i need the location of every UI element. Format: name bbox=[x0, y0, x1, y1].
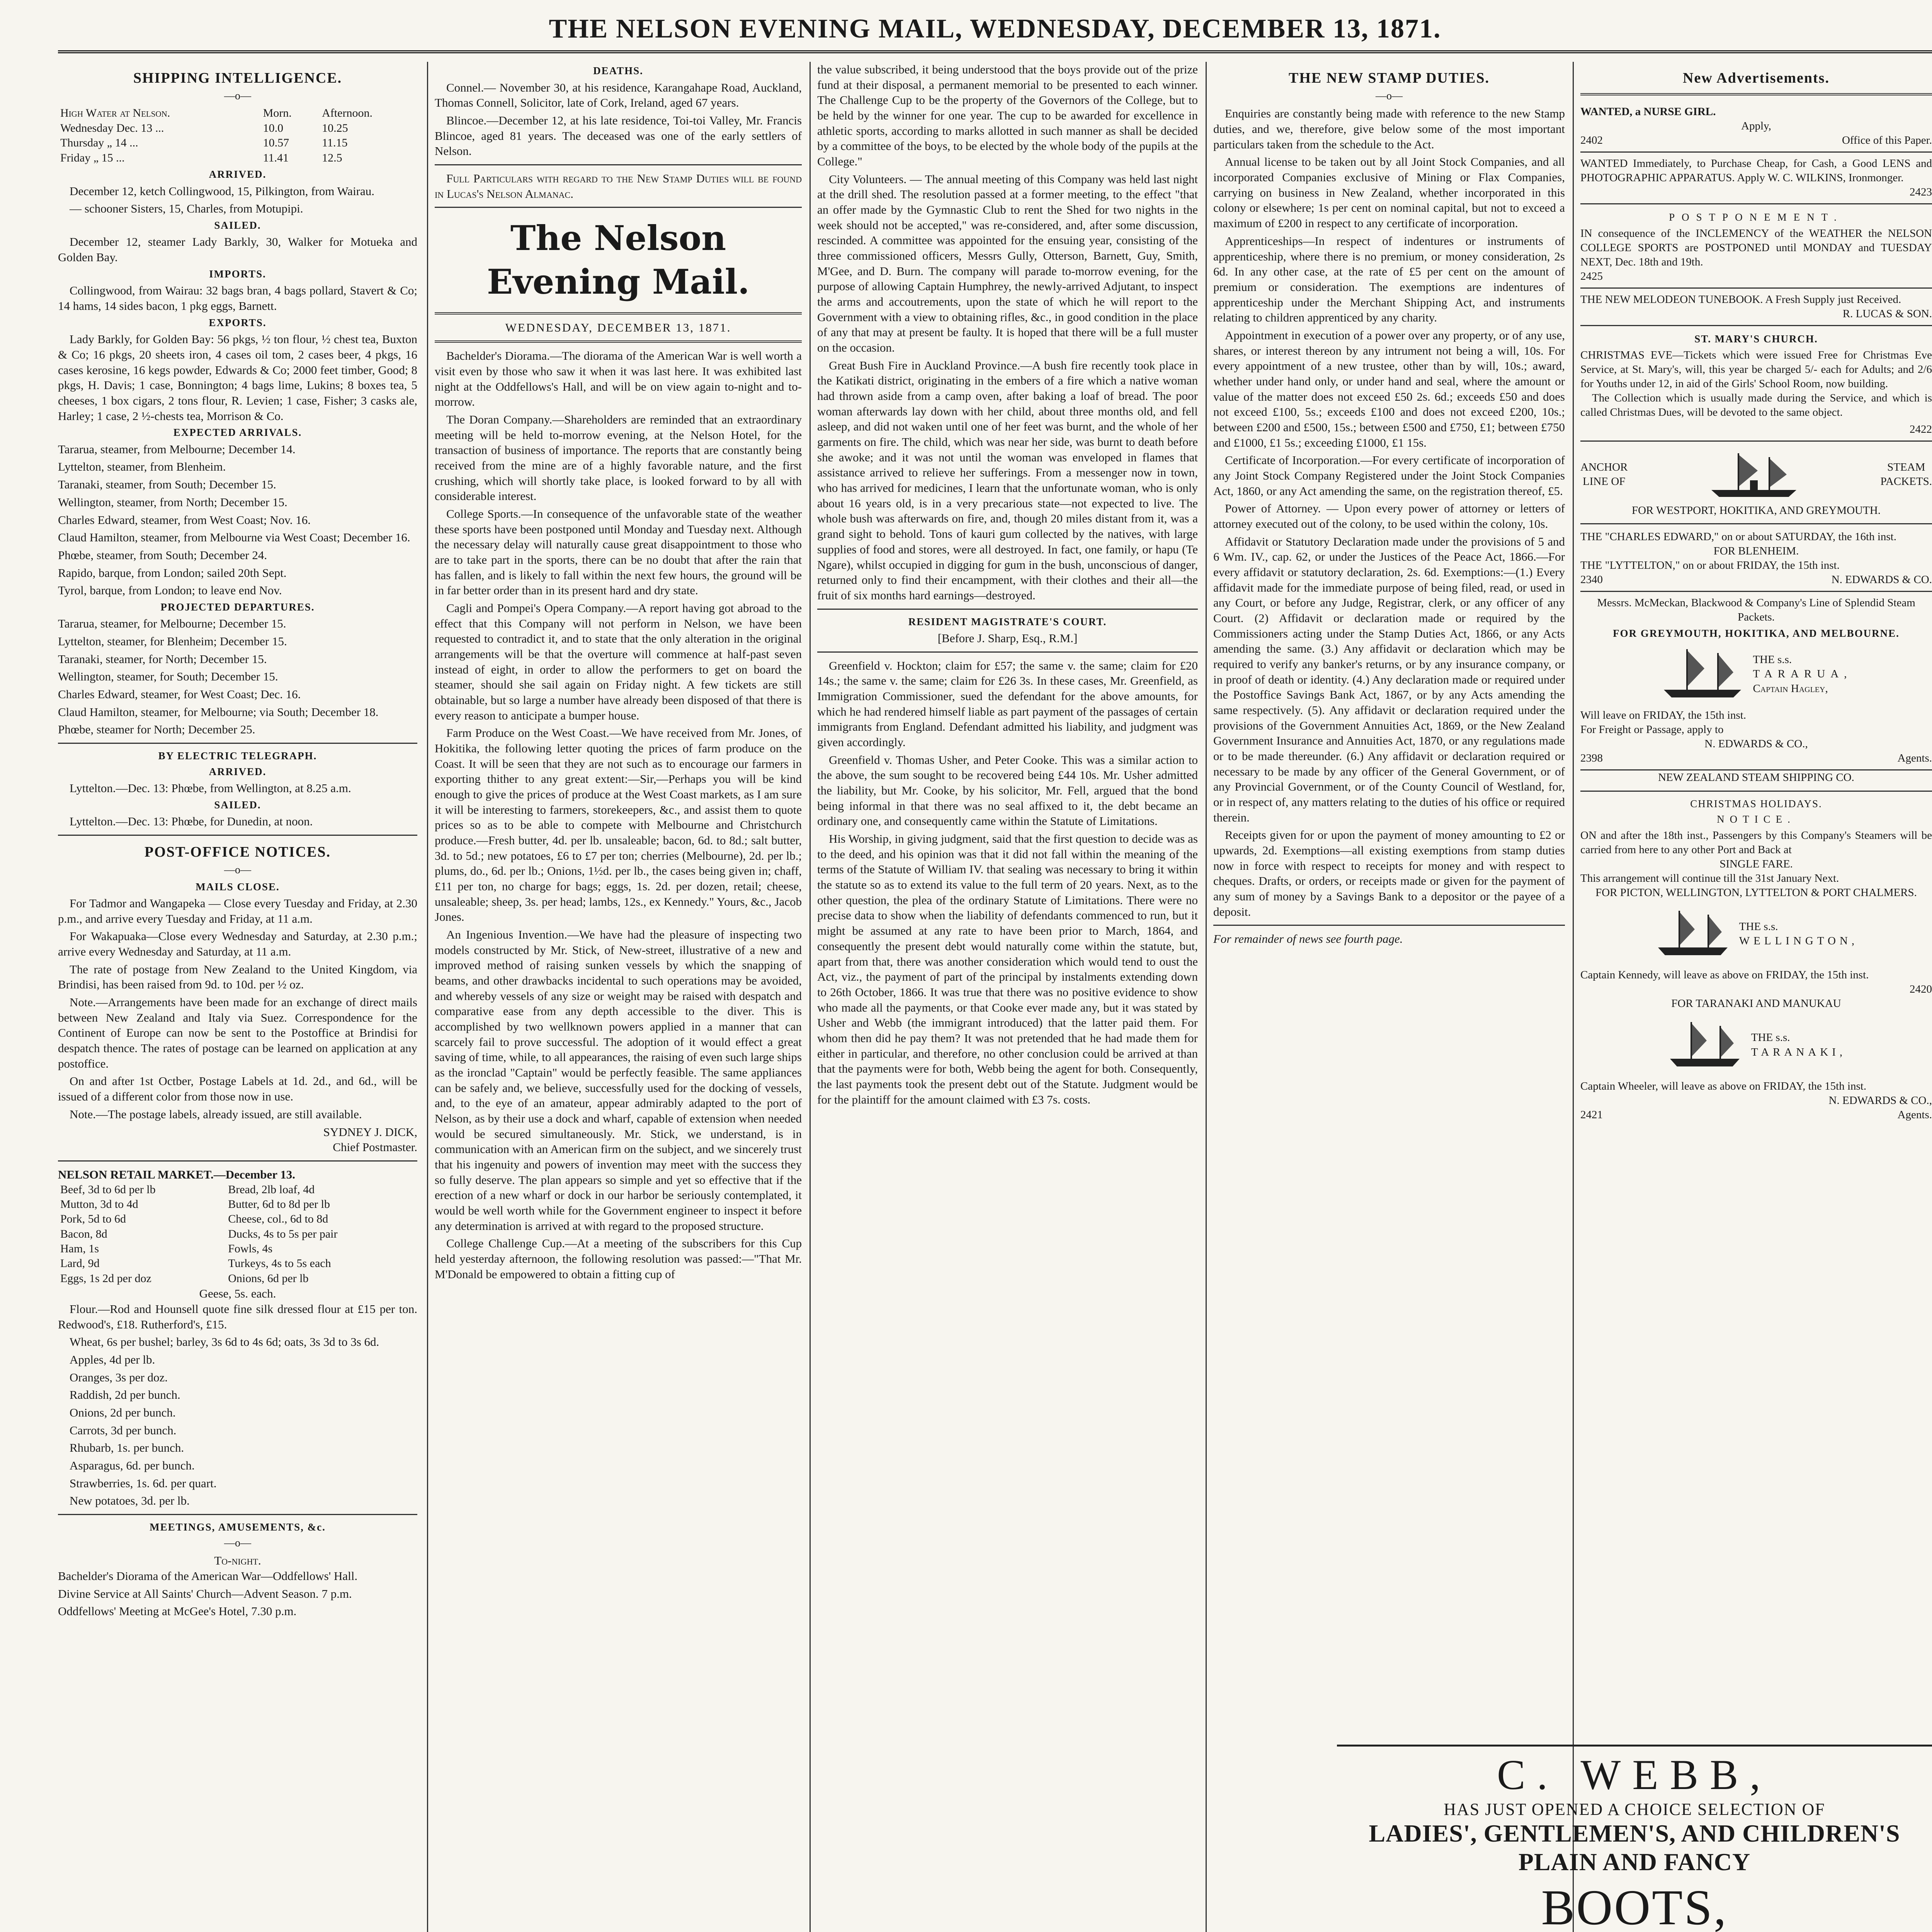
ad-mcmeckan bbox=[1580, 592, 1932, 770]
column-5 bbox=[1580, 62, 1932, 1735]
court-paragraph: Greenfield v. Hockton; claim for £57; the same v. the same; claim for £20 14s.; the same v. the same; claim for £26 3s. In these cases, Mr. Greenfield, as Immigration Commissioner, sued the defendant for the above amounts, for which he had rendered himself liable as part payment of the passages of certain immigrants from England. Defendant admitted his liability, and judgment was given accordingly. bbox=[817, 658, 1198, 749]
market-row bbox=[58, 1242, 417, 1256]
shipping-heading: SHIPPING INTELLIGENCE. bbox=[133, 70, 342, 86]
market-cell: Bread, 2lb loaf, 4d bbox=[228, 1183, 315, 1196]
telegraph-heading: BY ELECTRIC TELEGRAPH. bbox=[158, 750, 317, 762]
market-cell: Bacon, 8d bbox=[60, 1227, 107, 1240]
ad-heading: FOR TARANAKI AND MANUKAU bbox=[1671, 997, 1841, 1010]
ad-line: THE NEW MELODEON TUNEBOOK. A Fresh Supply just Received. bbox=[1580, 293, 1901, 306]
tide-header bbox=[58, 106, 417, 121]
tide-cell: 12.5 bbox=[322, 151, 342, 164]
ad-line: CHRISTMAS EVE—Tickets which were issued Free for Christmas Eve Service, at St. Mary's, will, this year be charged 5/- each for Adults; and 2/6 for Youths under 12, in aid of the Girls' School Room, now building. bbox=[1580, 349, 1932, 390]
ad-footer bbox=[1580, 1108, 1932, 1122]
expected-item: Charles Edward, steamer, from West Coast; Nov. 16. bbox=[58, 513, 311, 527]
article-paragraph: Annual license to be taken out by all Joint Stock Companies, and all incorporated Companies exclusive of Mining or Flax Companies, carrying on business in New Zealand, whether incorporated in this colony or elsewhere; 1s per cent on nominal capital, but not to exceed a maximum of £200 in respect to any certificate of incorporation. bbox=[1213, 155, 1565, 230]
arrived-item: December 12, ketch Collingwood, 15, Pilkington, from Wairau. bbox=[70, 184, 375, 198]
tel-arrived-item: Lyttelton.—Dec. 13: Phœbe, from Wellington, at 8.25 a.m. bbox=[70, 781, 351, 795]
tide-cell: 10.57 bbox=[263, 136, 289, 150]
tel-arrived-heading: ARRIVED. bbox=[209, 765, 267, 777]
article-paragraph: Power of Attorney. — Upon every power of attorney or letters of attorney executed out of the colony, to be used within the colony, 10s. bbox=[1213, 502, 1565, 531]
expected-item: Tararua, steamer, from Melbourne; December 14. bbox=[58, 442, 296, 456]
tararua-text bbox=[1753, 653, 1852, 696]
projected-heading: PROJECTED DEPARTURES. bbox=[160, 601, 315, 613]
divider bbox=[1580, 93, 1932, 95]
ad-line: THE s.s. bbox=[1751, 1031, 1790, 1044]
market-cell: Eggs, 1s 2d per doz bbox=[60, 1272, 151, 1285]
mails-item: Note.—The postage labels, already issued, are still available. bbox=[70, 1107, 362, 1121]
mails-item: The rate of postage from New Zealand to the United Kingdom, via Brindisi, has been raised from 9d. to 10d. per ½ oz. bbox=[58, 962, 417, 992]
ad-line: PACKETS. bbox=[1880, 475, 1932, 488]
ad-line: This arrangement will continue till the 31st January Next. bbox=[1580, 872, 1839, 884]
anchor-right bbox=[1880, 460, 1932, 489]
anchor-banner bbox=[1580, 446, 1932, 503]
divider bbox=[435, 312, 802, 315]
mails-item: Note.—Arrangements have been made for an exchange of direct mails between New Zealand and Italy via Suez. Correspondence for the Continent of Europe can now be sent to the Postoffice at Brindisi for despatch thence. The rates of postage can be learned on application at any postoffice. bbox=[58, 995, 417, 1070]
expected-item: Lyttelton, steamer, from Blenheim. bbox=[58, 460, 226, 474]
column-3 bbox=[817, 62, 1198, 1932]
article-paragraph: College Sports.—In consequence of the unfavorable state of the weather these sports have been postponed until Monday and Tuesday next. Although the necessary delay will naturally cause great disappointment to those who are to take part in the sports, there can be no doubt that after the rain that has fallen, and is likely to fall within the next few hours, the ground will be in far better order than in its present hard and dry state. bbox=[435, 507, 802, 597]
ad-heading: FOR PICTON, WELLINGTON, LYTTELTON & PORT CHALMERS. bbox=[1595, 886, 1917, 899]
webb-boots: BOOTS, bbox=[1541, 1880, 1728, 1932]
ad-line: Messrs. McMeckan, Blackwood & Company's Line of Splendid Steam Packets. bbox=[1597, 597, 1915, 624]
tide-table bbox=[58, 106, 417, 165]
ad-number: 2423 bbox=[1910, 186, 1932, 199]
column-rule bbox=[810, 62, 811, 1932]
ad-line: SINGLE FARE. bbox=[1719, 857, 1793, 870]
ad-line: THE "CHARLES EDWARD," on or about SATURDAY, the 16th inst. bbox=[1580, 530, 1896, 543]
ad-line: Captain Hagley, bbox=[1753, 682, 1828, 695]
post-office-heading: POST-OFFICE NOTICES. bbox=[144, 844, 331, 861]
ad-number: 2398 bbox=[1580, 752, 1603, 765]
new-ads-heading: New Advertisements. bbox=[1683, 70, 1830, 86]
market-row bbox=[58, 1197, 417, 1212]
exports-heading: EXPORTS. bbox=[209, 316, 267, 328]
market-heading: NELSON RETAIL MARKET.—December 13. bbox=[58, 1167, 295, 1181]
market-line: Rhubarb, 1s. per bunch. bbox=[70, 1441, 184, 1455]
stamp-note: Full Particulars with regard to the New Stamp Duties will be found in Lucas's Nelson Almanac. bbox=[435, 171, 802, 201]
article-paragraph: Receipts given for or upon the payment of money amounting to £2 or upwards, 2d. Exemptions—all existing exemptions from stamp duties now in force with respect to receipts for money and with respect to cheques. Drafts, or orders, or receipts made or given for the payment of any sum of money by a Savings Bank to a depositor or the payee of a deposit. bbox=[1213, 828, 1565, 918]
market-cell: Onions, 6d per lb bbox=[228, 1272, 309, 1285]
market-line: Geese, 5s. each. bbox=[199, 1287, 276, 1301]
ad-line: Agents. bbox=[1897, 752, 1932, 765]
wellington-text bbox=[1739, 920, 1858, 948]
tide-row bbox=[58, 136, 417, 150]
market-cell: Cheese, col., 6d to 8d bbox=[228, 1213, 328, 1226]
column-rule bbox=[1573, 62, 1574, 1932]
divider bbox=[435, 207, 802, 208]
market-cell: Mutton, 3d to 4d bbox=[60, 1197, 138, 1211]
mails-item: On and after 1st Octber, Postage Labels at 1d. 2d., and 6d., will be issued of a different color from those now in use. bbox=[58, 1074, 417, 1104]
meetings-heading: MEETINGS, AMUSEMENTS, &c. bbox=[150, 1521, 326, 1533]
footer-note: For remainder of news see fourth page. bbox=[1213, 932, 1403, 946]
ad-line: Agents. bbox=[1897, 1108, 1932, 1121]
divider bbox=[1337, 1745, 1932, 1747]
ad-line: THE s.s. bbox=[1753, 653, 1792, 666]
tararua-block bbox=[1580, 643, 1932, 705]
ad-heading: FOR GREYMOUTH, HOKITIKA, AND MELBOURNE. bbox=[1613, 628, 1900, 639]
market-row bbox=[58, 1227, 417, 1242]
ornament: —o— bbox=[224, 864, 251, 876]
divider bbox=[817, 609, 1198, 610]
market-cell: Butter, 6d to 8d per lb bbox=[228, 1197, 330, 1211]
market-row bbox=[58, 1271, 417, 1286]
article-paragraph: Apprenticeships—In respect of indentures or instruments of apprenticeship, where there is no premium, or money consideration, 2s 6d. In any other case, at the rate of £5 per cent on the amount of premium or consideration. The exemptions are indentures of apprenticeship under the Merchant Shipping Act, and instruments relating to children apprenticed by any charity. bbox=[1213, 234, 1565, 325]
column-rule bbox=[1206, 62, 1207, 1932]
divider bbox=[435, 164, 802, 165]
ad-line: For Freight or Passage, apply to bbox=[1580, 723, 1724, 736]
court-heading: RESIDENT MAGISTRATE'S COURT. bbox=[908, 616, 1107, 628]
expected-item: Rapido, barque, from London; sailed 20th Sept. bbox=[58, 566, 287, 580]
expected-heading: EXPECTED ARRIVALS. bbox=[173, 427, 302, 439]
article-paragraph: Great Bush Fire in Auckland Province.—A bush fire recently took place in the Katikati district, originating in the embers of a fire which a native woman had thrown aside from a camp oven, after baking a loaf of bread. The poor woman afterwards lay down with her child, about three months old, and fell asleep, and did not waken until one of her feet was burnt, and the whole of her garments on fire. The child, which was near her side, was burnt to death before she awoke; and it was not until the woman was enveloped in flames that assistance arrived to relieve her sufferings. From a messenger now in town, who has arrived for medicines, I learn that the unfortunate woman, who is only about 16 years old, is in a very precarious state—not expected to live. The whole bush was afterwards on fire, and, though 20 miles distant from it, was a grand sight to behold. Tons of kauri gum collected by the natives, with large supplies of food and stores, were all destroyed. In fact, one family, or hapu (Te Ngare), whilst occupied in digging for gum in the bush, unconscious of danger, returned only to find their encampment, with their clothes and their all—the fruit of six months hard earnings—destroyed. bbox=[817, 358, 1198, 602]
taranaki-text bbox=[1751, 1031, 1846, 1059]
market-line: Onions, 2d per bunch. bbox=[70, 1405, 176, 1419]
projected-item: Wellington, steamer, for South; December 15. bbox=[58, 670, 278, 684]
divider bbox=[58, 835, 417, 836]
ad-line: TARANAKI, bbox=[1751, 1046, 1847, 1058]
ad-line: TARARUA, bbox=[1753, 668, 1852, 680]
tide-cell: Thursday „ 14 ... bbox=[60, 136, 138, 150]
ship-icon bbox=[1660, 645, 1745, 703]
taranaki-block bbox=[1580, 1014, 1932, 1076]
ship-icon bbox=[1704, 447, 1804, 502]
imports-item: Collingwood, from Wairau: 32 bags bran, 4 bags pollard, Stavert & Co; 14 hams, 14 sides bacon, 1 pkg eggs, Barnett. bbox=[58, 284, 417, 313]
webb-name: C. WEBB, bbox=[1497, 1751, 1772, 1798]
ornament: —o— bbox=[224, 90, 251, 102]
tide-cell: 10.0 bbox=[263, 121, 284, 134]
sailed-item: December 12, steamer Lady Barkly, 30, Walker for Motueka and Golden Bay. bbox=[58, 235, 417, 264]
webb-line: HAS JUST OPENED A CHOICE SELECTION OF bbox=[1444, 1800, 1825, 1819]
tide-header-cell: Afternoon. bbox=[322, 107, 372, 120]
ad-line: R. LUCAS & SON. bbox=[1842, 308, 1932, 320]
wellington-block bbox=[1580, 903, 1932, 965]
column-4 bbox=[1213, 62, 1565, 1735]
ad-heading: NOTICE. bbox=[1717, 813, 1796, 825]
masthead: THE NELSON EVENING MAIL, WEDNESDAY, DECEMBER 13, 1871. bbox=[549, 14, 1441, 44]
projected-item: Phœbe, steamer for North; December 25. bbox=[58, 723, 255, 736]
ad-line: Captain Wheeler, will leave as above on FRIDAY, the 15th inst. bbox=[1580, 1080, 1867, 1092]
ad-number: 2421 bbox=[1580, 1108, 1603, 1121]
death-notice: Connel.— November 30, at his residence, Karangahape Road, Auckland, Thomas Connell, Solicitor, late of Cork, Ireland, aged 67 years. bbox=[435, 80, 802, 110]
ad-melodeon bbox=[1580, 289, 1932, 326]
exports-item: Lady Barkly, for Golden Bay: 56 pkgs, ½ ton flour, ½ chest tea, Buxton & Co; 16 pkgs, 20 sheets iron, 4 cases oil tom, 2 cases beer, 4 pkgs, 16 cases kerosine, 16 kegs powder, Edwards & Co; 2000 feet timber, Good; 8 pkgs, H. Davis; 1 case, Bonnington; 4 bags lime, Lukins; 8 boxes tea, 5 cheeses, 1 box cigars, 2 tons flour, R. Levien; 1 case, Fisher; 3 casks ale, Harley; 1 case, 2 ½-chests tea, Morrison & Co. bbox=[58, 332, 417, 423]
arrived-item: — schooner Sisters, 15, Charles, from Motupipi. bbox=[70, 202, 303, 216]
ad-number: 2340 bbox=[1580, 573, 1603, 586]
tide-row bbox=[58, 121, 417, 136]
market-cell: Pork, 5d to 6d bbox=[60, 1213, 126, 1226]
webb-advertisement bbox=[1337, 1745, 1932, 1932]
divider bbox=[435, 340, 802, 343]
issue-date: WEDNESDAY, DECEMBER 13, 1871. bbox=[505, 320, 731, 334]
paper-title: The Nelson Evening Mail. bbox=[487, 218, 750, 302]
market-table bbox=[58, 1182, 417, 1286]
ad-line: Office of this Paper. bbox=[1842, 134, 1932, 146]
expected-item: Taranaki, steamer, from South; December 15. bbox=[58, 478, 276, 492]
ad-line: N. EDWARDS & CO. bbox=[1831, 573, 1932, 586]
market-line: Carrots, 3d per bunch. bbox=[70, 1423, 177, 1437]
ad-heading: FOR BLENHEIM. bbox=[1713, 544, 1799, 557]
article-paragraph: Enquiries are constantly being made with reference to the new Stamp duties, and we, therefore, give below some of the most important particulars taken from the schedule to the Act. bbox=[1213, 107, 1565, 151]
projected-item: Claud Hamilton, steamer, for Melbourne; via South; December 18. bbox=[58, 705, 379, 719]
divider bbox=[817, 651, 1198, 653]
ad-footer bbox=[1580, 133, 1932, 148]
article-paragraph: Cagli and Pompei's Opera Company.—A report having got abroad to the effect that this Company will not perform in Nelson, we have been requested to contradict it, and to state that the only alteration in the original arrangements will be that the overture will commence at half-past seven instead of eight, in order to allow the performers to get on board the steamer, should she sail again on Friday night. A few tickets are still obtainable, but so large a number have already been disposed of that there is every reason to anticipate a bumper house. bbox=[435, 601, 802, 722]
ad-number: 2425 bbox=[1580, 270, 1603, 283]
market-cell: Fowls, 4s bbox=[228, 1242, 273, 1255]
tide-header-cell: Morn. bbox=[263, 107, 292, 120]
anchor-left bbox=[1580, 460, 1628, 489]
ad-line: Apply, bbox=[1741, 119, 1771, 132]
market-line: Apples, 4d per lb. bbox=[70, 1352, 155, 1366]
projected-item: Lyttelton, steamer, for Blenheim; December 15. bbox=[58, 634, 287, 648]
column-rule bbox=[427, 62, 428, 1932]
ad-line: WANTED Immediately, to Purchase Cheap, for Cash, a Good LENS and PHOTOGRAPHIC APPARATUS. Apply W. C. WILKINS, Ironmonger. bbox=[1580, 157, 1932, 184]
ad-line: IN consequence of the INCLEMENCY of the WEATHER the NELSON COLLEGE SPORTS are POSTPONED until MONDAY and TUESDAY NEXT, Dec. 18th and 19th. bbox=[1580, 227, 1932, 269]
article-paragraph: Farm Produce on the West Coast.—We have received from Mr. Jones, of Hokitika, the following letter quoting the prices of farm produce on the Coast. It will be seen that they are not such as to encourage our farmers in exporting thither to any great extent:—Sir,—Perhaps you will be kind enough to give the prices of produce at the West Coast markets, as I am sure it will be interesting to farmers, storekeepers, &c., and assist them to quote prices so as to be able to compete with Melbourne and Christchurch produce.—Fresh butter, 4d. per lb. unsaleable; bacon, 6d. to 8d.; salt butter, 3d. to 5d.; new potatoes, £6 to £7 per ton; cherries (Melbourne), 2d. per lb.; plums, do., 6d. per lb.; Onions, 1½d. per lb., the cases being given in; chaff, £11 per ton, no charge for bags; eggs, 1s. 2d. per dozen, retail; cheese, unsaleable; sheep, 3s. per head; lambs, 12s., ex Kennedy." Yours, &c., Jacob Jones. bbox=[435, 726, 802, 924]
ship-icon bbox=[1666, 1018, 1743, 1072]
projected-item: Charles Edward, steamer, for West Coast; Dec. 16. bbox=[58, 687, 301, 701]
article-paragraph: An Ingenious Invention.—We have had the pleasure of inspecting two models constructed by Mr. Stick, of New-street, illustrative of a new and improved method of raising sunken vessels by which the snapping of beams, and other drawbacks incidental to such operations may be avoided, and whereby vessels of any size or weight may be raised with despatch and comparative ease from any depth accessible to the diver. This is accomplished by two wellknown powers applied in a manner that can scarcely fail to prove successful. The adoption of it would effect a great saving of time, while, to all appearances, the raising of even such large ships as the ironclad "Captain" would be perfectly feasible. The same appliances can be safely and, we believe, successfully used for the docking of vessels, and, to the eye of an amateur, appear admirably adapted to the port of Nelson, as by their use a dock and wharf, capable of extension when needed would be secured simultaneously. Mr. Stick, we understand, is in communication with an American firm on the subject, and we sincerely trust that his ingenuity and powers of invention may meet with the success they so fully deserve. The plan appears so simple and yet so effective that if the erection of a new wharf or dock in our harbor be seriously contemplated, it would be well worth while for the Government engineer to inspect it before any determination is arrived at with regard to the proposed structure. bbox=[435, 928, 802, 1233]
ad-line: STEAM bbox=[1887, 461, 1925, 473]
market-line: Oranges, 3s per doz. bbox=[70, 1370, 168, 1384]
market-line: Strawberries, 1s. 6d. per quart. bbox=[70, 1476, 217, 1490]
ad-footer bbox=[1580, 751, 1932, 765]
article-paragraph: Affidavit or Statutory Declaration made under the provisions of 5 and 6 Wm. IV., cap. 62, or under the Justices of the Peace Act, 1866.—For every affidavit or statutory declaration, 2s. 6d. Exemptions:—(1.) Every affidavit made for the immediate purpose of being filed, read, or used in any Court, or before any Judge, Registrar, clerk, or any officer of any Court. (2) Affidavit or declaration made or required by the Commissioners acting under the Stamp Duties Act, 1866, or any Acts amending the same. (3.) Any affidavit or declaration which may be required to verify any banker's returns, or by any insurance company, or in proof of death or identity. (4.) Any declaration made or required under the Postoffice Savings Bank Act, 1867, or by any Acts amending the same respectively. (5). Any affidavit or declaration required under the provisions of the Government Annuities Act, 1869, or the New Zealand Government Insurance and Annuities Act, 1870, or any regulations made or to be made thereunder. (6.) Any affidavit or declaration required or necessary to be made by any officer of the General Government, or of any Provincial Government, or of the County Council of Westland, for, or in respect of, any matters relating to the duties of his office or required therein. bbox=[1213, 534, 1565, 824]
market-line: Asparagus, 6d. per bunch. bbox=[70, 1458, 195, 1472]
divider bbox=[58, 743, 417, 744]
market-cell: Ducks, 4s to 5s per pair bbox=[228, 1227, 338, 1240]
sailed-heading: SAILED. bbox=[214, 219, 261, 231]
ad-line: THE s.s. bbox=[1739, 920, 1778, 933]
market-line: Wheat, 6s per bushel; barley, 3s 6d to 4s 6d; oats, 3s 3d to 3s 6d. bbox=[70, 1335, 379, 1349]
divider bbox=[1580, 523, 1932, 524]
postmaster-title: Chief Postmaster. bbox=[333, 1140, 417, 1154]
ad-line: ANCHOR bbox=[1580, 461, 1628, 473]
ad-line: WANTED, a NURSE GIRL. bbox=[1580, 105, 1716, 118]
ad-number: 2402 bbox=[1580, 134, 1603, 146]
market-cell: Turkeys, 4s to 5s each bbox=[228, 1257, 331, 1270]
divider bbox=[1580, 791, 1932, 792]
column-1 bbox=[58, 62, 417, 1932]
tel-sailed-item: Lyttelton.—Dec. 13: Phœbe, for Dunedin, at noon. bbox=[70, 815, 313, 828]
projected-item: Tararua, steamer, for Melbourne; December 15. bbox=[58, 617, 286, 631]
ad-line: Captain Kennedy, will leave as above on FRIDAY, the 15th inst. bbox=[1580, 969, 1869, 981]
court-subheading: [Before J. Sharp, Esq., R.M.] bbox=[937, 631, 1078, 645]
column-2 bbox=[435, 62, 802, 1932]
tide-cell: Wednesday Dec. 13 ... bbox=[60, 121, 164, 134]
market-cell: Beef, 3d to 6d per lb bbox=[60, 1183, 156, 1196]
tide-cell: 11.15 bbox=[322, 136, 348, 150]
article-paragraph: the value subscribed, it being understood that the boys provide out of the prize fund at their disposal, a permanent memorial to be presented to each winner. The Challenge Cup to be the property of the Governors of the College, but to be held by the winner for one year. The cup to be awarded for excellence in athletic sports, according to marks allotted in such manner as shall be decided by a committee of the boys, to be elected by the whole body of the pupils at the College." bbox=[817, 63, 1198, 168]
ad-line: WELLINGTON, bbox=[1739, 935, 1859, 947]
ad-anchor-line bbox=[1580, 442, 1932, 592]
market-row bbox=[58, 1256, 417, 1271]
ad-heading: FOR WESTPORT, HOKITIKA, AND GREYMOUTH. bbox=[1631, 504, 1881, 517]
ad-line: ON and after the 18th inst., Passengers by this Company's Steamers will be carried from here to any other Port and Back at bbox=[1580, 829, 1932, 856]
ornament: —o— bbox=[1376, 90, 1403, 102]
ad-wanted bbox=[1580, 153, 1932, 204]
market-line: Raddish, 2d per bunch. bbox=[70, 1388, 180, 1402]
meeting-item: Bachelder's Diorama of the American War—Oddfellows' Hall. bbox=[58, 1569, 358, 1583]
market-row bbox=[58, 1212, 417, 1226]
postmaster-name: SYDNEY J. DICK, bbox=[323, 1125, 417, 1139]
market-line: Flour.—Rod and Hounsell quote fine silk dressed flour at £15 per ton. Redwood's, £18. Rutherford's, £15. bbox=[58, 1302, 417, 1331]
ad-postponement bbox=[1580, 204, 1932, 289]
divider bbox=[1213, 925, 1565, 926]
ad-line: N. EDWARDS & CO., bbox=[1828, 1094, 1932, 1107]
article-paragraph: Appointment in execution of a power over any property, or of any use, shares, or interest thereon by any intrument not being a will, 10s. For every appointment of a new trustee, other than by will, 10s.; award, whether under hand only, or under hand and seal, where the amount or value of the matter does not exceed £50 2s. 6d.; exceeds £50 and does not exceed £100, 5s.; exceeds £100 and does not exceed £200, 10s.; between £200 and £500, 15s.; between £500 and £750, £1; between £750 and £1000, £1 5s.; exceeding £1000, £1 15s. bbox=[1213, 328, 1565, 449]
masthead-rule bbox=[58, 50, 1932, 53]
ad-heading: CHRISTMAS HOLIDAYS. bbox=[1690, 798, 1822, 810]
ad-nzs bbox=[1580, 770, 1932, 1122]
tide-row bbox=[58, 151, 417, 165]
ad-heading: NEW ZEALAND STEAM SHIPPING CO. bbox=[1658, 771, 1854, 784]
market-cell: Lard, 9d bbox=[60, 1257, 100, 1270]
ad-line: The Collection which is usually made during the Service, and which is called Christmas Dues, will be devoted to the same object. bbox=[1580, 392, 1932, 419]
market-line: New potatoes, 3d. per lb. bbox=[70, 1494, 190, 1508]
ornament: —o— bbox=[224, 1537, 251, 1549]
tel-sailed-heading: SAILED. bbox=[214, 799, 261, 811]
ad-line: N. EDWARDS & CO., bbox=[1704, 738, 1808, 750]
ad-line: Will leave on FRIDAY, the 15th inst. bbox=[1580, 709, 1746, 721]
article-paragraph: College Challenge Cup.—At a meeting of the subscribers for this Cup held yesterday afternoon, the following resolution was passed:—"That Mr. M'Donald be empowered to obtain a fitting cup of bbox=[435, 1236, 802, 1281]
article-paragraph: The Doran Company.—Shareholders are reminded that an extraordinary meeting will be held to-morrow evening, at the Nelson Hotel, for the transaction of business of importance. The reports that are constantly being received from the mine are of a highly favorable nature, and the first crushing, which will shortly take place, is looked forward to by all with considerable interest. bbox=[435, 412, 802, 503]
tonight-heading: To-night. bbox=[214, 1554, 261, 1568]
court-paragraph: His Worship, in giving judgment, said that the first question to decide was as to the deed, and his opinion was that it did not fall within the meaning of the terms of the Statute of William IV. that sealing was necessary to bring it within the statute so as to extend its value to the full term of 20 years. Next, as to the other question, the plea of the ordinary Statute of Limitations. There were no precise data to show when the liability of defendants commenced to run, but it might be assumed at any rate to have been prior to March, 1864, and consequently the present debt would naturally come within the statute, but, apart from that, there was another consideration which would tend to oust the Act, viz., the payment of part of the principal by instalments extending down to 26th October, 1866. It was true that there was no positive evidence to show who made all the payments, or that Cooke ever made any, but it was stated by Usher and Webb (the immigrant introduced) that the latter paid them. For whom then did he pay them? It was not pretended that he had made them for either in particular, and therefore, no other conclusion could be arrived at than that the payments were for both, Webb being the agent for both. Consequently, the last payments took the present debt out of the Statute. Judgment would be for the plaintiff for the amount claimed with £3 7s. costs. bbox=[817, 832, 1198, 1106]
expected-item: Wellington, steamer, from North; December 15. bbox=[58, 495, 287, 509]
meeting-item: Oddfellows' Meeting at McGee's Hotel, 7.30 p.m. bbox=[58, 1604, 297, 1618]
divider bbox=[58, 1514, 417, 1515]
divider bbox=[58, 1160, 417, 1162]
ad-number: 2420 bbox=[1910, 983, 1932, 996]
tide-cell: 11.41 bbox=[263, 151, 289, 164]
imports-heading: IMPORTS. bbox=[209, 268, 266, 280]
ad-line: THE "LYTTELTON," on or about FRIDAY, the 15th inst. bbox=[1580, 559, 1840, 572]
stamp-duties-heading: THE NEW STAMP DUTIES. bbox=[1289, 70, 1490, 86]
article-paragraph: City Volunteers. — The annual meeting of this Company was held last night at the drill shed. The resolution passed at a former meeting, to the effect "that an offer made by the Gymnastic Club to rent the Shed for two nights in the week should not be accepted," was re-considered, and, after some discussion, rescinded. A committee was appointed for the ensuing year, consisting of the three commissioned officers, Messrs Gully, Otterson, Barnett, Guy, Smith, M'Gee, and D. Burn. The company will parade to-morrow evening, for the purpose of allowing Captain Humphrey, the newly-arrived Adjutant, to inspect the arms and accoutrements, upon the state of which he will report to the Government with a view to obtaining rifles, &c., in good condition in the place of any that may at present be faulty. It is hoped that there will be a full muster on the occasion. bbox=[817, 172, 1198, 355]
expected-item: Claud Hamilton, steamer, from Melbourne via West Coast; December 16. bbox=[58, 531, 410, 544]
ad-number: 2422 bbox=[1910, 423, 1932, 435]
mails-heading: MAILS CLOSE. bbox=[196, 881, 280, 893]
tide-cell: 10.25 bbox=[322, 121, 348, 134]
market-row bbox=[58, 1182, 417, 1197]
expected-item: Tyrol, barque, from London; to leave end Nov. bbox=[58, 583, 282, 597]
article-paragraph: Bachelder's Diorama.—The diorama of the American War is well worth a visit even by those who saw it when it was last here. It was exhibited last night at the Oddfellows's Hall, and will be on view again to-night and to-morrow. bbox=[435, 349, 802, 409]
meeting-item: Divine Service at All Saints' Church—Advent Season. 7 p.m. bbox=[58, 1587, 352, 1600]
tide-cell: Friday „ 15 ... bbox=[60, 151, 125, 164]
mails-item: For Wakapuaka—Close every Wednesday and Saturday, at 2.30 p.m.; arrive every Wednesday and Saturday, at 11 a.m. bbox=[58, 929, 417, 959]
expected-item: Phœbe, steamer, from South; December 24. bbox=[58, 548, 267, 562]
webb-line: LADIES', GENTLEMEN'S, AND CHILDREN'S PLAIN AND FANCY bbox=[1369, 1820, 1900, 1876]
article-paragraph: Certificate of Incorporation.—For every certificate of incorporation of any Joint Stock Company Registered under the Joint Stock Companies Act, 1860, or any Act amending the same, on the registration thereof, £5. bbox=[1213, 453, 1565, 498]
ad-line: LINE OF bbox=[1583, 475, 1626, 488]
arrived-heading: ARRIVED. bbox=[209, 168, 267, 180]
ad-heading: ST. MARY'S CHURCH. bbox=[1694, 333, 1818, 345]
ad-footer bbox=[1580, 573, 1932, 587]
ad-heading: POSTPONEMENT. bbox=[1669, 211, 1844, 223]
court-paragraph: Greenfield v. Thomas Usher, and Peter Cooke. This was a similar action to the above, the sum sought to be recovered being £44 10s. Mr. Usher admitted the liability, but Mr. Cooke, by his solicitor, Mr. Fell, argued that the bond being informal in that there was no seal affixed to it, the debt became an ordinary one, and consequently came within the Statute of Limitations. bbox=[817, 753, 1198, 828]
mails-item: For Tadmor and Wangapeka — Close every Tuesday and Friday, at 2.30 p.m., and arrive every Tuesday and Friday, at 11 a.m. bbox=[58, 896, 417, 925]
market-cell: Ham, 1s bbox=[60, 1242, 99, 1255]
ad-nurse bbox=[1580, 101, 1932, 153]
ship-icon bbox=[1654, 907, 1731, 961]
death-notice: Blincoe.—December 12, at his late residence, Toi-toi Valley, Mr. Francis Blincoe, aged 81 years. The deceased was one of the early settlers of Nelson. bbox=[435, 113, 802, 158]
deaths-heading: DEATHS. bbox=[593, 65, 643, 77]
ad-church bbox=[1580, 326, 1932, 441]
tide-header-cell: High Water at Nelson. bbox=[60, 107, 170, 120]
projected-item: Taranaki, steamer, for North; December 15. bbox=[58, 652, 267, 666]
